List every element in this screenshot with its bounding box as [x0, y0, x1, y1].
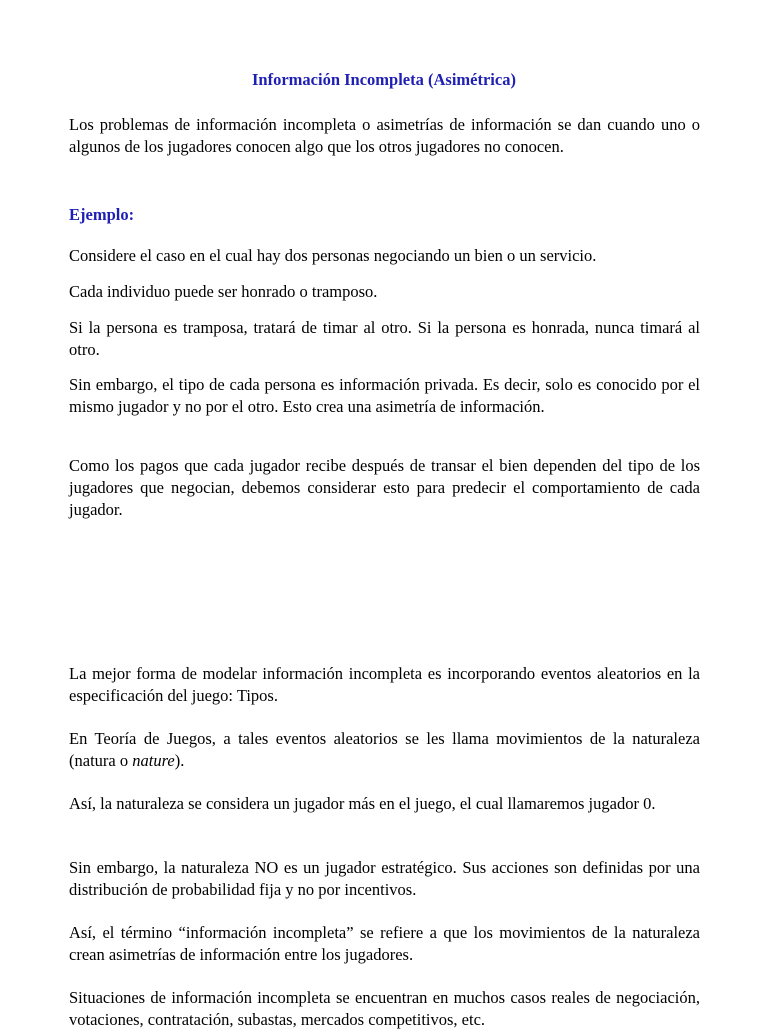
intro-paragraph: Los problemas de información incompleta o asimetrías de información se dan cuando uno o algunos de los jugadores conocen algo que los otros jugadores no conocen.	[69, 115, 700, 156]
paragraph-11: Situaciones de información incompleta se encuentran en muchos casos reales de negociación, votaciones, contratación, subastas, mercados competitivos, etc.	[69, 988, 700, 1029]
paragraph-4: Sin embargo, el tipo de cada persona es información privada. Es decir, solo es conocido por el mismo jugador y no por el otro. Esto crea una asimetría de información.	[69, 375, 700, 416]
document-title: Información Incompleta (Asimétrica)	[252, 70, 516, 89]
paragraph-7-italic: nature	[132, 751, 175, 770]
paragraph-8: Así, la naturaleza se considera un jugador más en el juego, el cual llamaremos jugador 0.	[69, 794, 656, 813]
paragraph-7-text: En Teoría de Juegos, a tales eventos aleatorios se les llama movimientos de la naturaleza (natura o	[69, 729, 700, 770]
paragraph-7	[69, 728, 700, 772]
paragraph-2: Cada individuo puede ser honrado o tramposo.	[69, 282, 378, 301]
paragraph-1: Considere el caso en el cual hay dos personas negociando un bien o un servicio.	[69, 246, 597, 265]
example-heading: Ejemplo:	[69, 205, 135, 224]
paragraph-9: Sin embargo, la naturaleza NO es un jugador estratégico. Sus acciones son definidas por una distribución de probabilidad fija y no por incentivos.	[69, 858, 700, 899]
paragraph-6: La mejor forma de modelar información incompleta es incorporando eventos aleatorios en la especificación del juego: Tipos.	[69, 664, 700, 705]
paragraph-10: Así, el término “información incompleta” se refiere a que los movimientos de la naturaleza crean asimetrías de información entre los jugadores.	[69, 923, 700, 964]
paragraph-7-end: ).	[174, 751, 185, 770]
paragraph-5: Como los pagos que cada jugador recibe después de transar el bien dependen del tipo de los jugadores que negocian, debemos considerar esto para predecir el comportamiento de cada jugador.	[69, 456, 700, 519]
paragraph-3: Si la persona es tramposa, tratará de timar al otro. Si la persona es honrada, nunca timará al otro.	[69, 318, 700, 359]
